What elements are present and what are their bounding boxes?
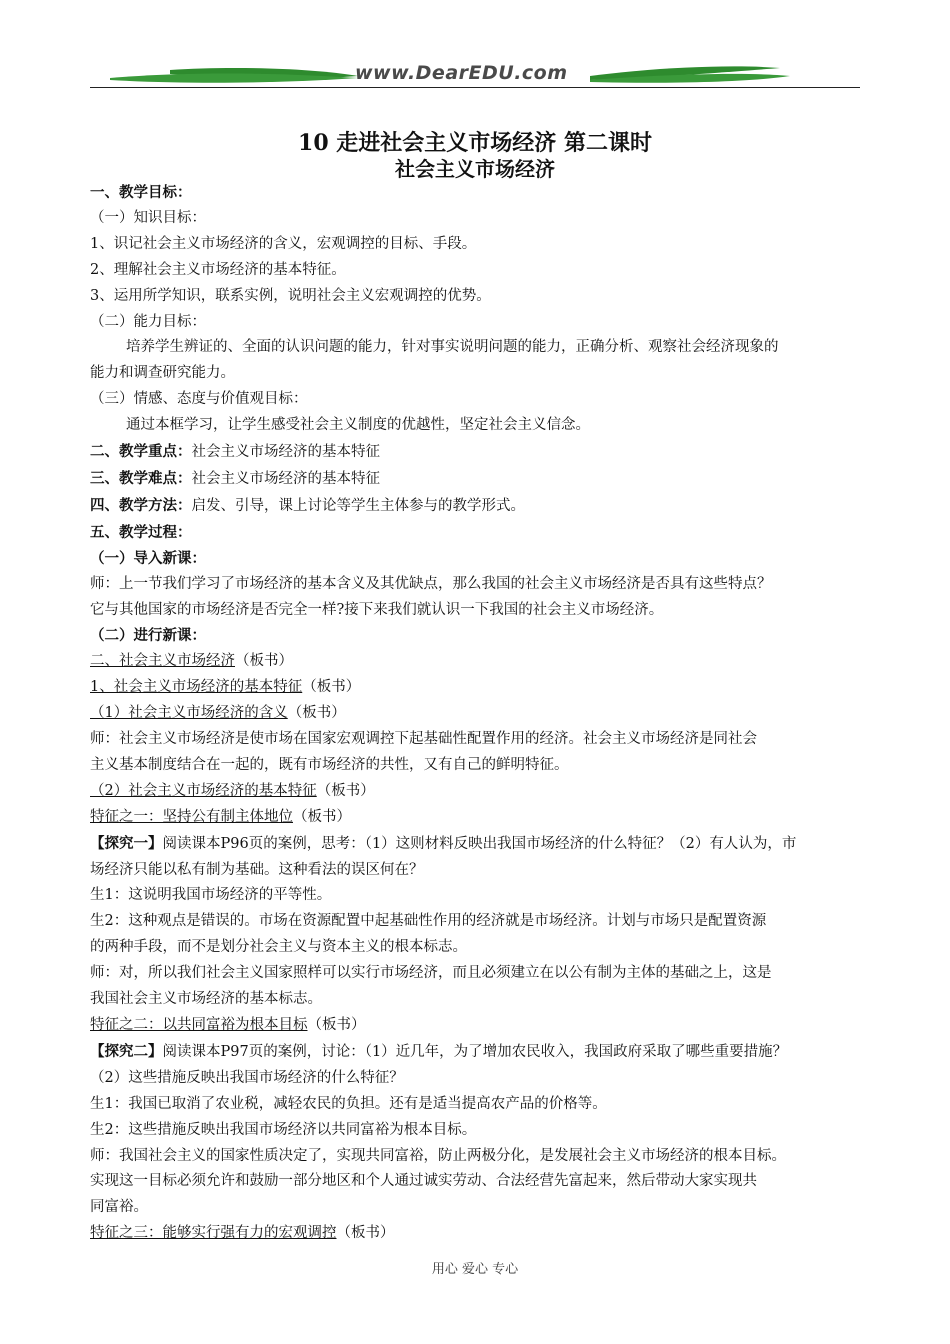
section-heading: 三、教学难点： [90,469,192,487]
board-heading: 1、社会主义市场经济的基本特征 [90,679,303,696]
board-note: （板书） [307,1017,366,1033]
text-line: 同富裕。 [90,1199,148,1216]
board-heading: 特征之一：坚持公有制主体地位 [90,808,293,825]
section-heading: 一、教学目标： [90,184,192,201]
board-note: （板书） [287,705,346,722]
text-line: 师：对，所以我们社会主义国家照样可以实行市场经济，而且必须建立在以公有制为主体的基础之上，这是 [90,965,772,982]
text-value: 阅读课本P97页的案例，讨论：（1）近几年，为了增加农民收入，我国政府采取了哪些重要措施？ [162,1043,788,1060]
board-heading: 特征之三：能够实行强有力的宏观调控 [90,1225,337,1242]
text-line: 我国社会主义市场经济的基本标志。 [90,991,322,1008]
lesson-body [90,180,862,1247]
text-line: 2、理解社会主义市场经济的基本特征。 [90,261,346,278]
sub-heading: （二）进行新课： [90,627,206,645]
text-value: 社会主义市场经济的基本特征 [191,444,380,461]
text-line [90,831,862,858]
text-line [90,675,862,701]
text-line: 3、运用所学知识，联系实例，说明社会主义宏观调控的优势。 [90,287,491,304]
board-heading: 特征之二：以共同富裕为根本目标 [90,1017,308,1033]
text-line: 生1：我国已取消了农业税，减轻农民的负担。还有是适当提高农产品的价格等。 [90,1095,607,1112]
page-subtitle: 社会主义市场经济 [395,157,555,181]
text-line: 培养学生辨证的、全面的认识问题的能力，针对事实说明问题的能力，正确分析、观察社会经济现象的 [126,339,779,356]
site-logo-text[interactable]: www.DearEDU.com [355,62,568,84]
text-value: 阅读课本P96页的案例，思考：（1）这则材料反映出我国市场经济的什么特征？（2）有人认为，市 [162,835,797,852]
header-divider [90,87,860,88]
page-footer: 用心 爱心 专心 [431,1262,519,1277]
board-note: （板书） [293,808,351,825]
page-title: 10 走进社会主义市场经济 第二课时 [298,130,652,156]
text-line [90,779,862,805]
inquiry-label: 【探究二】 [90,1042,163,1060]
text-line [90,1221,862,1247]
section-heading: 二、教学重点： [90,443,192,461]
text-line [90,493,862,520]
text-line [90,466,862,493]
text-line: 的两种手段，而不是划分社会主义与资本主义的根本标志。 [90,939,467,956]
sub-heading: （一）知识目标： [90,209,206,226]
text-line [90,439,862,466]
board-note: （板书） [316,782,375,799]
text-line: 它与其他国家的市场经济是否完全一样?接下来我们就认识一下我国的社会主义市场经济。 [90,601,664,618]
text-line: 生1：这说明我国市场经济的平等性。 [90,887,332,904]
sub-heading: （一）导入新课： [90,549,206,567]
text-line [90,649,862,675]
text-line: 实现这一目标必须允许和鼓励一部分地区和个人通过诚实劳动、合法经营先富起来，然后带动大家实现共 [90,1173,757,1190]
text-value: 社会主义市场经济的基本特征 [191,470,380,487]
board-note: （板书） [336,1225,395,1242]
text-line [90,1039,862,1066]
inquiry-label: 【探究一】 [90,834,163,852]
board-heading: 二、社会主义市场经济 [90,653,235,670]
text-line: 生2：这些措施反映出我国市场经济以共同富裕为根本目标。 [90,1121,477,1138]
text-line: 1、识记社会主义市场经济的含义，宏观调控的目标、手段。 [90,235,477,252]
text-line [90,805,862,831]
section-heading: 五、教学过程： [90,523,192,541]
text-line: 场经济只能以私有制为基础。这种看法的误区何在？ [90,861,424,878]
text-line [90,1013,862,1039]
board-heading: （1）社会主义市场经济的含义 [90,705,288,722]
text-line: （2）这些措施反映出我国市场经济的什么特征？ [90,1069,404,1086]
text-line: 师：我国社会主义的国家性质决定了，实现共同富裕，防止两极分化，是发展社会主义市场经济的根本目标。 [90,1147,786,1164]
text-line: 能力和调查研究能力。 [90,365,235,382]
sub-heading: （二）能力目标： [90,313,206,330]
text-line: 生2：这种观点是错误的。市场在资源配置中起基础性作用的经济就是市场经济。计划与市场只是配置资源 [90,913,767,930]
board-note: （板书） [302,679,361,696]
board-heading: （2）社会主义市场经济的基本特征 [90,782,317,799]
text-line: 主义基本制度结合在一起的，既有市场经济的共性，又有自己的鲜明特征。 [90,756,569,773]
text-line: 师：社会主义市场经济是使市场在国家宏观调控下起基础性配置作用的经济。社会主义市场经济是同社会 [90,731,757,748]
text-line [90,701,862,727]
text-value: 启发、引导，课上讨论等学生主体参与的教学形式。 [191,497,525,514]
section-heading: 四、教学方法： [90,496,192,514]
sub-heading: （三）情感、态度与价值观目标： [90,391,308,408]
text-line: 师：上一节我们学习了市场经济的基本含义及其优缺点，那么我国的社会主义市场经济是否具有这些特点？ [90,575,772,592]
text-line: 通过本框学习，让学生感受社会主义制度的优越性，坚定社会主义信念。 [126,417,590,434]
board-note: （板书） [235,653,293,670]
